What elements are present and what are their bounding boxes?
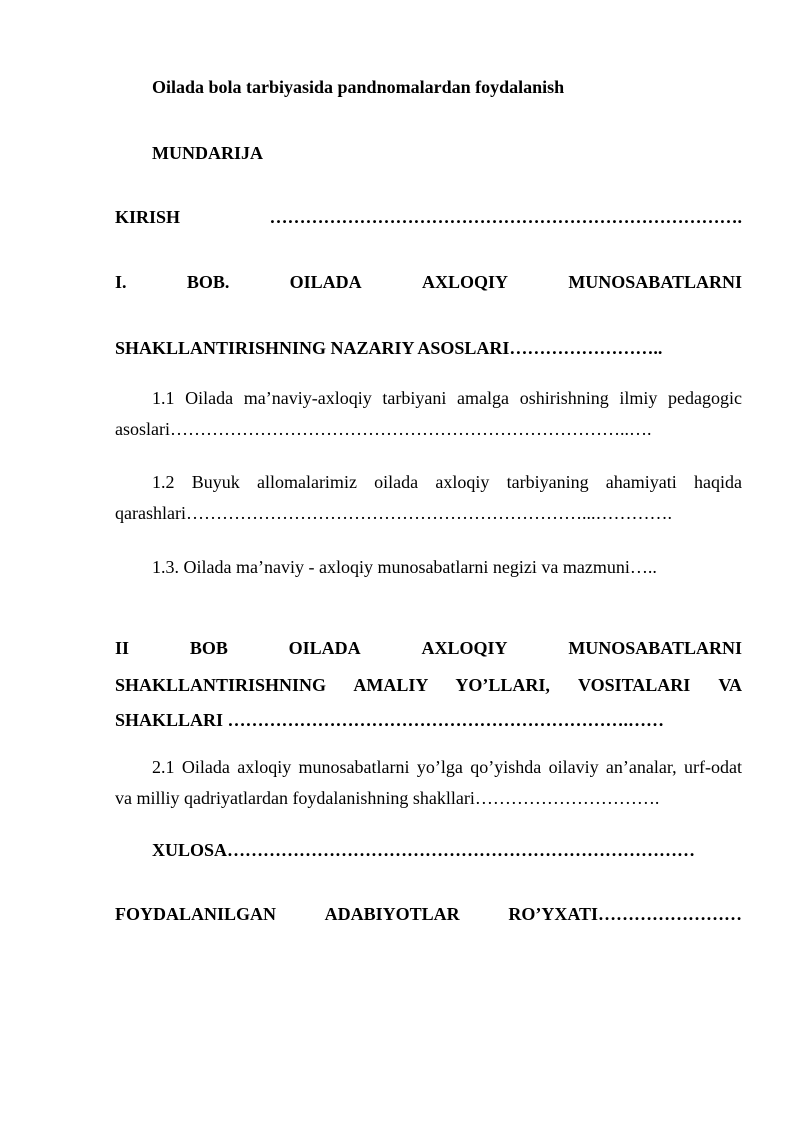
document-title: Oilada bola tarbiyasida pandnomalardan foydalanish	[152, 77, 565, 97]
toc-chapter1-word: MUNOSABATLARNI	[568, 272, 742, 292]
toc-section-1-2	[115, 467, 742, 529]
toc-chapter2-heading-line2: SHAKLLANTIRISHNING AMALIY YO’LLARI, VOSITALARI VA	[115, 675, 742, 695]
toc-references	[115, 903, 742, 925]
toc-conclusion: XULOSA……………………………………………………………………	[152, 840, 696, 860]
toc-section-2-1-line2: va milliy qadriyatlardan foydalanishning shakllari………………………….	[115, 788, 660, 808]
toc-section-2-1	[115, 752, 742, 814]
toc-intro-label: KIRISH	[115, 207, 181, 227]
toc-references-word: ADABIYOTLAR	[324, 904, 460, 924]
toc-chapter1-word: OILADA	[289, 272, 362, 292]
toc-chapter2-word: MUNOSABATLARNI	[568, 638, 742, 658]
toc-section-1-2-line2: qarashlari…………………………………………………………...………….	[115, 503, 672, 523]
toc-chapter2-heading-line3: SHAKLLARI ………………………………………………………….……	[115, 710, 665, 730]
toc-chapter1-word: AXLOQIY	[421, 272, 508, 292]
toc-chapter2-word: OILADA	[288, 638, 361, 658]
toc-chapter1-heading-line2: SHAKLLANTIRISHNING NAZARIY ASOSLARI……………………..	[115, 338, 663, 358]
toc-section-1-1-line2: asoslari…………………………………………………………………..….	[115, 419, 652, 439]
toc-chapter1-heading-line1	[115, 271, 742, 293]
contents-heading: MUNDARIJA	[152, 143, 263, 163]
toc-references-word: RO’YXATI……………………	[508, 904, 742, 924]
toc-chapter2-heading	[115, 633, 742, 736]
toc-section-1-3: 1.3. Oilada ma’naviy - axloqiy munosabatlarni negizi va mazmuni…..	[152, 557, 657, 577]
toc-chapter2-word: BOB	[189, 638, 228, 658]
toc-entry-intro	[115, 206, 742, 228]
toc-section-1-1-line1: 1.1 Oilada ma’naviy-axloqiy tarbiyani amalga oshirishning ilmiy pedagogic	[152, 388, 742, 408]
toc-chapter1-word: BOB.	[186, 272, 230, 292]
toc-intro-leader: …………………………………………………………………….	[269, 207, 742, 227]
toc-references-word: FOYDALANILGAN	[115, 904, 277, 924]
toc-chapter2-word: II	[115, 638, 130, 658]
toc-section-2-1-line1: 2.1 Oilada axloqiy munosabatlarni yo’lga qo’yishda oilaviy an’analar, urf-odat	[152, 757, 742, 777]
toc-section-1-1	[115, 383, 742, 445]
toc-chapter1-word: I.	[115, 272, 127, 292]
toc-chapter2-word: AXLOQIY	[421, 638, 508, 658]
toc-section-1-2-line1: 1.2 Buyuk allomalarimiz oilada axloqiy tarbiyaning ahamiyati haqida	[152, 472, 742, 492]
toc-chapter2-heading-line1	[115, 633, 742, 664]
